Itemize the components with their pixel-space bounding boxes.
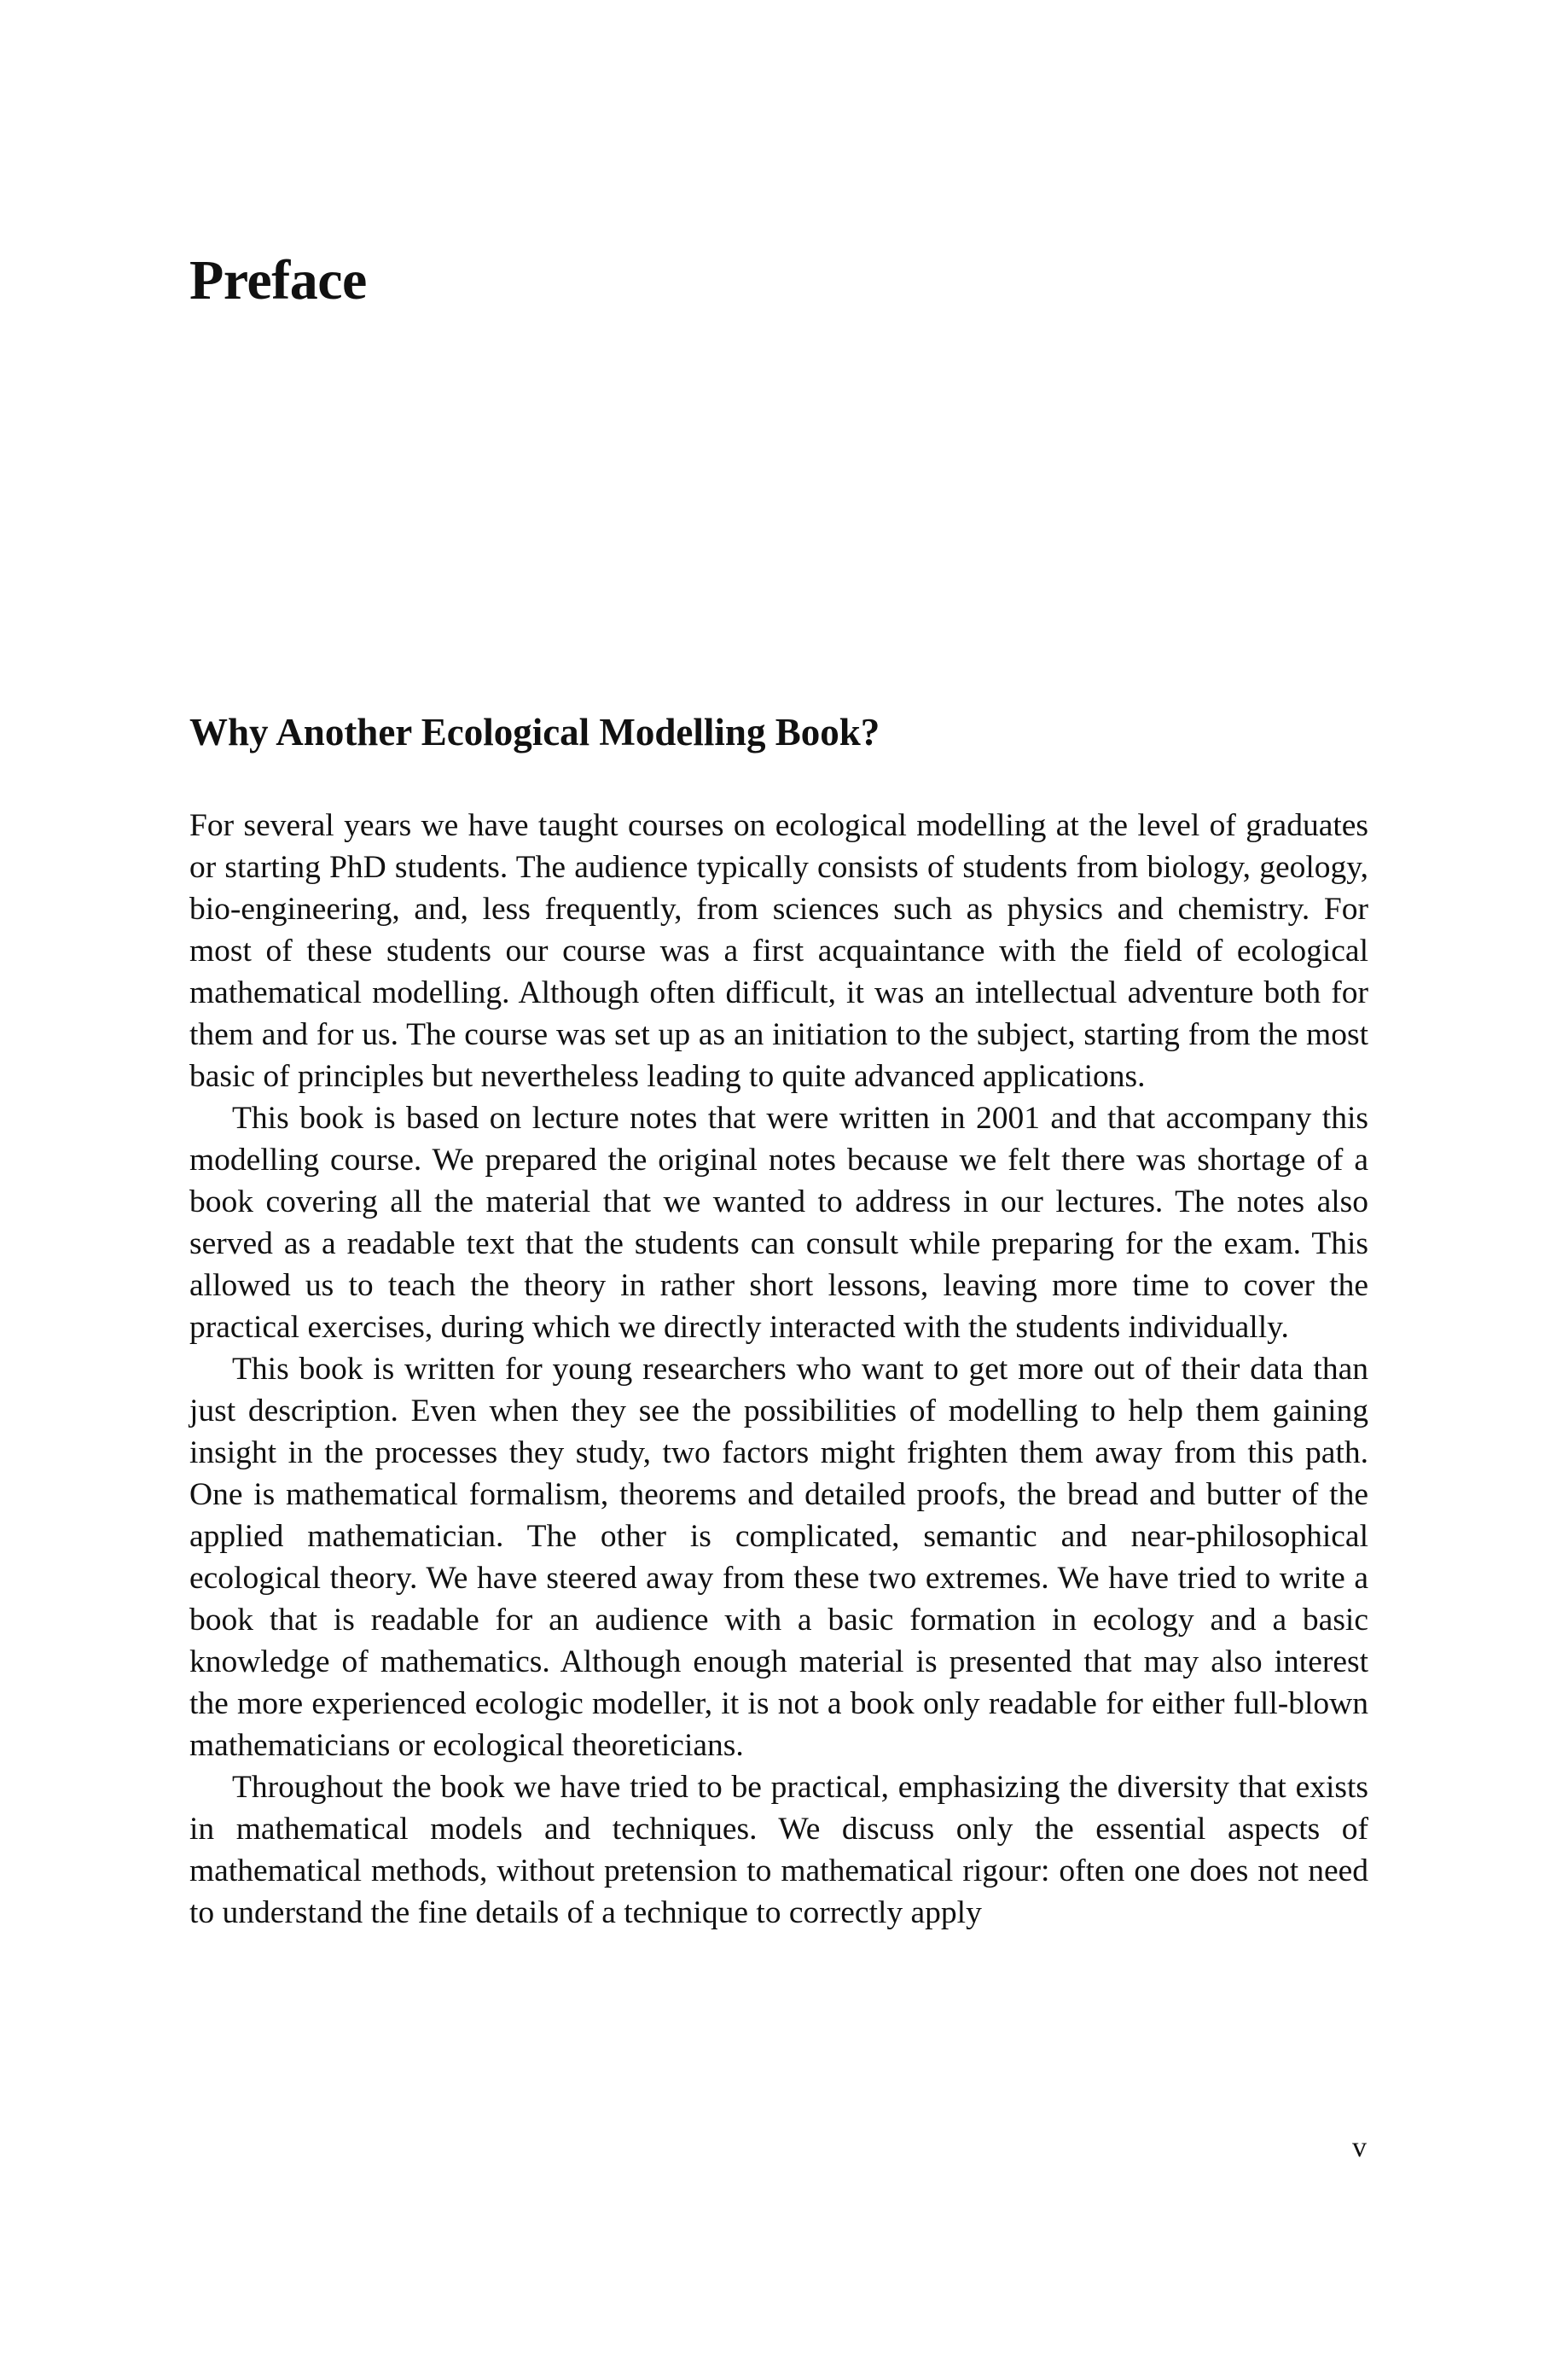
body-text	[189, 805, 1368, 1934]
paragraph-3: This book is written for young researchers who want to get more out of their data than just description. Even when they see the possibilities of modelling to help them gaining insight in the processes they study, two factors might frighten them away from this path. One is mathematical formalism, theorems and detailed proofs, the bread and butter of the applied mathematician. The other is complicated, semantic and near-philosophical ecological theory. We have steered away from these two extremes. We have tried to write a book that is readable for an audience with a basic formation in ecology and a basic knowledge of mathematics. Although enough material is presented that may also interest the more experienced ecologic modeller, it is not a book only readable for either full-blown mathematicians or ecological theoreticians.	[189, 1352, 1368, 1763]
chapter-title: Preface	[189, 249, 367, 311]
paragraph-4: Throughout the book we have tried to be practical, emphasizing the diversity that exists in mathematical models and techniques. We discuss only the essential aspects of mathematical methods, without pretension to mathematical rigour: often one does not need to understand the fine details of a technique to correctly apply	[189, 1770, 1368, 1930]
page-number: v	[1352, 2132, 1367, 2163]
section-title: Why Another Ecological Modelling Book?	[189, 711, 880, 753]
paragraph-1: For several years we have taught courses on ecological modelling at the level of graduates or starting PhD students. The audience typically consists of students from biology, geology, bio-engineering, and, less frequently, from sciences such as physics and chemistry. For most of these students our course was a first acquaintance with the field of ecological mathematical modelling. Although often difficult, it was an intellectual adventure both for them and for us. The course was set up as an initiation to the subject, starting from the most basic of principles but nevertheless leading to quite advanced applications.	[189, 808, 1368, 1094]
paragraph-2: This book is based on lecture notes that were written in 2001 and that accompany this modelling course. We prepared the original notes because we felt there was shortage of a book covering all the material that we wanted to address in our lectures. The notes also served as a readable text that the students can consult while preparing for the exam. This allowed us to teach the theory in rather short lessons, leaving more time to cover the practical exercises, during which we directly interacted with the students individually.	[189, 1101, 1368, 1345]
